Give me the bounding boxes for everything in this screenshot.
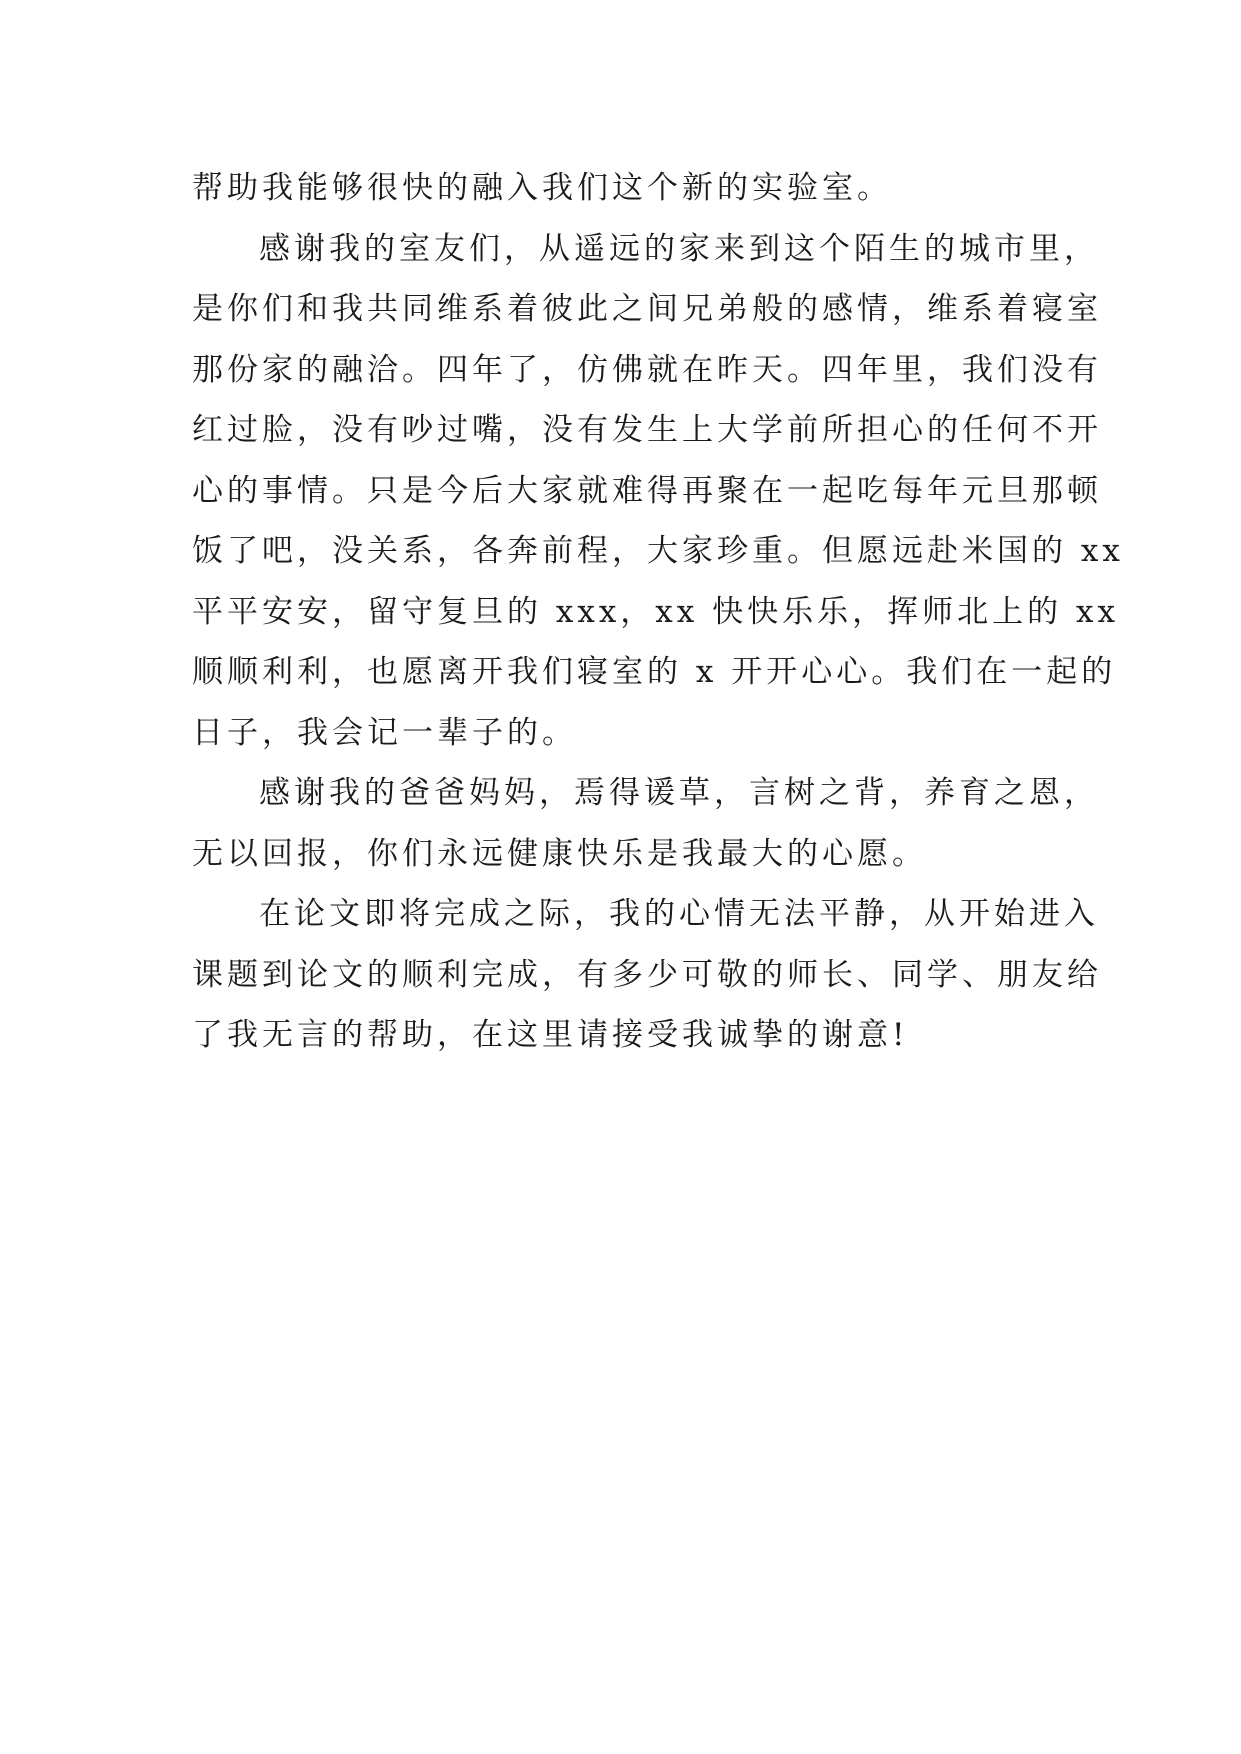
text-line: 顺顺利利，也愿离开我们寝室的 x 开开心心。我们在一起的 [192,654,1117,690]
text-line: 是你们和我共同维系着彼此之间兄弟般的感情，维系着寝室 [192,291,1102,327]
paragraph-start-line: 在论文即将完成之际，我的心情无法平静，从开始进入 [259,896,1099,932]
text-line: 帮助我能够很快的融入我们这个新的实验室。 [192,170,892,206]
text-line: 了我无言的帮助，在这里请接受我诚挚的谢意! [192,1017,909,1053]
text-line: 饭了吧，没关系，各奔前程，大家珍重。但愿远赴米国的 xx [192,533,1124,569]
paragraph-start-line: 感谢我的爸爸妈妈，焉得谖草，言树之背，养育之恩， [259,775,1099,811]
text-line: 课题到论文的顺利完成，有多少可敬的师长、同学、朋友给 [192,956,1102,993]
text-line: 无以回报，你们永远健康快乐是我最大的心愿。 [192,835,927,872]
text-line: 平平安安，留守复旦的 xxx，xx 快快乐乐，挥师北上的 xx [192,593,1119,630]
text-line: 日子，我会记一辈子的。 [192,714,577,751]
text-line: 那份家的融洽。四年了，仿佛就在昨天。四年里，我们没有 [192,351,1102,388]
text-line: 心的事情。只是今后大家就难得再聚在一起吃每年元旦那顿 [192,472,1102,509]
text-line: 红过脸，没有吵过嘴，没有发生上大学前所担心的任何不开 [192,412,1102,448]
paragraph-start-line: 感谢我的室友们，从遥远的家来到这个陌生的城市里， [259,230,1099,267]
acknowledgement-text [192,158,1124,1066]
